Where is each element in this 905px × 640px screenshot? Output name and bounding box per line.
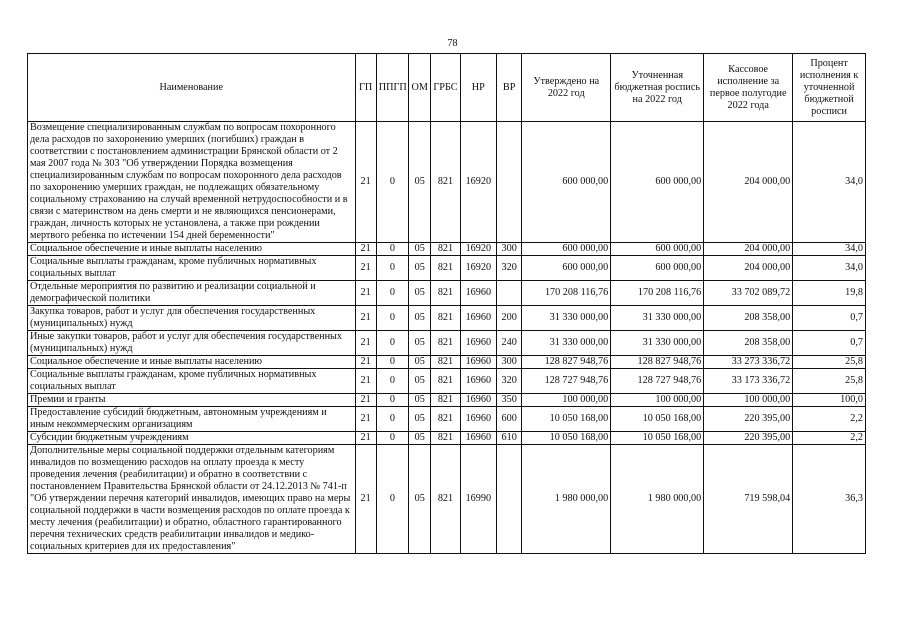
cell-vr: 610 bbox=[497, 432, 522, 445]
cell-om: 05 bbox=[409, 369, 431, 394]
cell-gp: 21 bbox=[355, 356, 376, 369]
cell-approved: 170 208 116,76 bbox=[522, 281, 611, 306]
cell-approved: 600 000,00 bbox=[522, 256, 611, 281]
cell-percent: 2,2 bbox=[793, 407, 866, 432]
table-row bbox=[28, 256, 866, 281]
cell-ppgp: 0 bbox=[376, 394, 408, 407]
table-row bbox=[28, 122, 866, 243]
cell-name: Возмещение специализированным службам по вопросам похоронного дела расходов по захоронению умерших (погибших) граждан в соответствии с постановлением администрации Брянской области от 2 мая 2007 года № 303 "Об утверждении Порядка возмещения специализированным службам по вопросам похоронного дела расходов по захоронению умерших граждан, не подлежащих обязательному социальному страхованию на случай временной нетрудоспособности и в связи с материнством на день смерти и не являющихся пенсионерами, граждан, личность которых не установлена, а также при рождении мертвого ребенка по истечении 154 дней беременности" bbox=[28, 122, 356, 243]
cell-nr: 16920 bbox=[460, 256, 496, 281]
cell-grbs: 821 bbox=[431, 445, 460, 554]
cell-gp: 21 bbox=[355, 331, 376, 356]
cell-refined: 10 050 168,00 bbox=[611, 432, 704, 445]
cell-nr: 16960 bbox=[460, 369, 496, 394]
cell-nr: 16990 bbox=[460, 445, 496, 554]
cell-name: Социальные выплаты гражданам, кроме публичных нормативных социальных выплат bbox=[28, 256, 356, 281]
cell-refined: 31 330 000,00 bbox=[611, 306, 704, 331]
cell-om: 05 bbox=[409, 394, 431, 407]
cell-cash: 208 358,00 bbox=[704, 331, 793, 356]
cell-grbs: 821 bbox=[431, 256, 460, 281]
cell-nr: 16960 bbox=[460, 331, 496, 356]
cell-gp: 21 bbox=[355, 256, 376, 281]
cell-cash: 33 173 336,72 bbox=[704, 369, 793, 394]
cell-ppgp: 0 bbox=[376, 369, 408, 394]
header-om: ОМ bbox=[409, 54, 431, 122]
cell-approved: 128 727 948,76 bbox=[522, 369, 611, 394]
cell-om: 05 bbox=[409, 306, 431, 331]
cell-vr: 600 bbox=[497, 407, 522, 432]
cell-refined: 128 827 948,76 bbox=[611, 356, 704, 369]
cell-vr bbox=[497, 445, 522, 554]
cell-refined: 170 208 116,76 bbox=[611, 281, 704, 306]
cell-percent: 34,0 bbox=[793, 122, 866, 243]
cell-grbs: 821 bbox=[431, 306, 460, 331]
cell-percent: 0,7 bbox=[793, 331, 866, 356]
cell-nr: 16960 bbox=[460, 306, 496, 331]
cell-name: Социальное обеспечение и иные выплаты населению bbox=[28, 356, 356, 369]
cell-nr: 16960 bbox=[460, 394, 496, 407]
cell-ppgp: 0 bbox=[376, 306, 408, 331]
cell-grbs: 821 bbox=[431, 281, 460, 306]
cell-gp: 21 bbox=[355, 306, 376, 331]
table-row bbox=[28, 432, 866, 445]
cell-percent: 34,0 bbox=[793, 243, 866, 256]
cell-grbs: 821 bbox=[431, 369, 460, 394]
table-row bbox=[28, 445, 866, 554]
cell-percent: 34,0 bbox=[793, 256, 866, 281]
cell-percent: 100,0 bbox=[793, 394, 866, 407]
cell-approved: 100 000,00 bbox=[522, 394, 611, 407]
cell-refined: 31 330 000,00 bbox=[611, 331, 704, 356]
header-grbs: ГРБС bbox=[431, 54, 460, 122]
cell-nr: 16960 bbox=[460, 432, 496, 445]
header-approved: Утверждено на 2022 год bbox=[522, 54, 611, 122]
cell-cash: 220 395,00 bbox=[704, 432, 793, 445]
cell-percent: 0,7 bbox=[793, 306, 866, 331]
cell-name: Субсидии бюджетным учреждениям bbox=[28, 432, 356, 445]
cell-gp: 21 bbox=[355, 407, 376, 432]
cell-om: 05 bbox=[409, 243, 431, 256]
cell-gp: 21 bbox=[355, 281, 376, 306]
cell-refined: 1 980 000,00 bbox=[611, 445, 704, 554]
cell-nr: 16960 bbox=[460, 407, 496, 432]
cell-percent: 36,3 bbox=[793, 445, 866, 554]
cell-ppgp: 0 bbox=[376, 407, 408, 432]
table-row bbox=[28, 281, 866, 306]
header-nr: НР bbox=[460, 54, 496, 122]
cell-grbs: 821 bbox=[431, 432, 460, 445]
cell-approved: 600 000,00 bbox=[522, 243, 611, 256]
cell-cash: 100 000,00 bbox=[704, 394, 793, 407]
cell-om: 05 bbox=[409, 331, 431, 356]
cell-ppgp: 0 bbox=[376, 122, 408, 243]
table-row bbox=[28, 243, 866, 256]
cell-cash: 33 273 336,72 bbox=[704, 356, 793, 369]
cell-gp: 21 bbox=[355, 369, 376, 394]
cell-cash: 204 000,00 bbox=[704, 243, 793, 256]
cell-refined: 10 050 168,00 bbox=[611, 407, 704, 432]
cell-cash: 220 395,00 bbox=[704, 407, 793, 432]
cell-grbs: 821 bbox=[431, 394, 460, 407]
cell-vr: 300 bbox=[497, 356, 522, 369]
cell-name: Социальные выплаты гражданам, кроме публичных нормативных социальных выплат bbox=[28, 369, 356, 394]
cell-refined: 600 000,00 bbox=[611, 256, 704, 281]
cell-name: Дополнительные меры социальной поддержки отдельным категориям инвалидов по возмещению расходов на оплату проезда к месту проведения лечения (реабилитации) и обратно в соответствии с постановлением Правительства Брянской области от 24.12.2013 № 741-п "Об утверждении перечня категорий инвалидов, имеющих право на меры социальной поддержки в части возмещения расходов по оплате проезда к месту лечения (реабилитации) и обратно, областного гарантированного перечня технических средств реабилитации инвалидов и медико-социальных критериев для их предоставления" bbox=[28, 445, 356, 554]
cell-grbs: 821 bbox=[431, 243, 460, 256]
cell-grbs: 821 bbox=[431, 122, 460, 243]
cell-cash: 204 000,00 bbox=[704, 122, 793, 243]
cell-vr: 350 bbox=[497, 394, 522, 407]
cell-approved: 1 980 000,00 bbox=[522, 445, 611, 554]
cell-vr: 320 bbox=[497, 369, 522, 394]
header-vr: ВР bbox=[497, 54, 522, 122]
cell-vr: 300 bbox=[497, 243, 522, 256]
cell-refined: 100 000,00 bbox=[611, 394, 704, 407]
cell-om: 05 bbox=[409, 356, 431, 369]
cell-name: Социальное обеспечение и иные выплаты населению bbox=[28, 243, 356, 256]
cell-percent: 19,8 bbox=[793, 281, 866, 306]
cell-approved: 31 330 000,00 bbox=[522, 331, 611, 356]
cell-ppgp: 0 bbox=[376, 331, 408, 356]
cell-ppgp: 0 bbox=[376, 432, 408, 445]
table-row bbox=[28, 306, 866, 331]
cell-percent: 25,8 bbox=[793, 356, 866, 369]
cell-name: Отдельные мероприятия по развитию и реализации социальной и демографической политики bbox=[28, 281, 356, 306]
budget-table bbox=[27, 53, 866, 554]
cell-name: Предоставление субсидий бюджетным, автономным учреждениям и иным некоммерческим организациям bbox=[28, 407, 356, 432]
header-gp: ГП bbox=[355, 54, 376, 122]
cell-cash: 33 702 089,72 bbox=[704, 281, 793, 306]
cell-om: 05 bbox=[409, 256, 431, 281]
cell-ppgp: 0 bbox=[376, 356, 408, 369]
cell-cash: 208 358,00 bbox=[704, 306, 793, 331]
header-row bbox=[28, 54, 866, 122]
header-ppgp: ППГП bbox=[376, 54, 408, 122]
cell-grbs: 821 bbox=[431, 356, 460, 369]
cell-ppgp: 0 bbox=[376, 445, 408, 554]
page-number: 78 bbox=[447, 38, 458, 49]
cell-approved: 10 050 168,00 bbox=[522, 432, 611, 445]
cell-gp: 21 bbox=[355, 243, 376, 256]
cell-percent: 25,8 bbox=[793, 369, 866, 394]
cell-percent: 2,2 bbox=[793, 432, 866, 445]
cell-name: Премии и гранты bbox=[28, 394, 356, 407]
cell-vr bbox=[497, 281, 522, 306]
cell-name: Закупка товаров, работ и услуг для обеспечения государственных (муниципальных) нужд bbox=[28, 306, 356, 331]
table-row bbox=[28, 331, 866, 356]
cell-refined: 600 000,00 bbox=[611, 122, 704, 243]
cell-approved: 128 827 948,76 bbox=[522, 356, 611, 369]
table-row bbox=[28, 369, 866, 394]
cell-vr bbox=[497, 122, 522, 243]
cell-nr: 16960 bbox=[460, 281, 496, 306]
cell-nr: 16920 bbox=[460, 243, 496, 256]
cell-gp: 21 bbox=[355, 445, 376, 554]
cell-approved: 31 330 000,00 bbox=[522, 306, 611, 331]
cell-grbs: 821 bbox=[431, 407, 460, 432]
cell-om: 05 bbox=[409, 445, 431, 554]
cell-vr: 200 bbox=[497, 306, 522, 331]
cell-gp: 21 bbox=[355, 122, 376, 243]
header-cash: Кассовое исполнение за первое полугодие 2022 года bbox=[704, 54, 793, 122]
cell-om: 05 bbox=[409, 407, 431, 432]
cell-om: 05 bbox=[409, 122, 431, 243]
cell-approved: 600 000,00 bbox=[522, 122, 611, 243]
cell-ppgp: 0 bbox=[376, 256, 408, 281]
header-percent: Процент исполнения к уточненной бюджетной росписи bbox=[793, 54, 866, 122]
header-refined: Уточненная бюджетная роспись на 2022 год bbox=[611, 54, 704, 122]
cell-name: Иные закупки товаров, работ и услуг для обеспечения государственных (муниципальных) нужд bbox=[28, 331, 356, 356]
cell-nr: 16920 bbox=[460, 122, 496, 243]
cell-approved: 10 050 168,00 bbox=[522, 407, 611, 432]
cell-om: 05 bbox=[409, 281, 431, 306]
cell-om: 05 bbox=[409, 432, 431, 445]
cell-cash: 204 000,00 bbox=[704, 256, 793, 281]
cell-vr: 320 bbox=[497, 256, 522, 281]
table-row bbox=[28, 394, 866, 407]
cell-nr: 16960 bbox=[460, 356, 496, 369]
cell-ppgp: 0 bbox=[376, 243, 408, 256]
cell-grbs: 821 bbox=[431, 331, 460, 356]
cell-gp: 21 bbox=[355, 432, 376, 445]
cell-cash: 719 598,04 bbox=[704, 445, 793, 554]
table-row bbox=[28, 407, 866, 432]
header-name: Наименование bbox=[28, 54, 356, 122]
cell-ppgp: 0 bbox=[376, 281, 408, 306]
table-row bbox=[28, 356, 866, 369]
cell-refined: 128 727 948,76 bbox=[611, 369, 704, 394]
cell-refined: 600 000,00 bbox=[611, 243, 704, 256]
cell-vr: 240 bbox=[497, 331, 522, 356]
cell-gp: 21 bbox=[355, 394, 376, 407]
